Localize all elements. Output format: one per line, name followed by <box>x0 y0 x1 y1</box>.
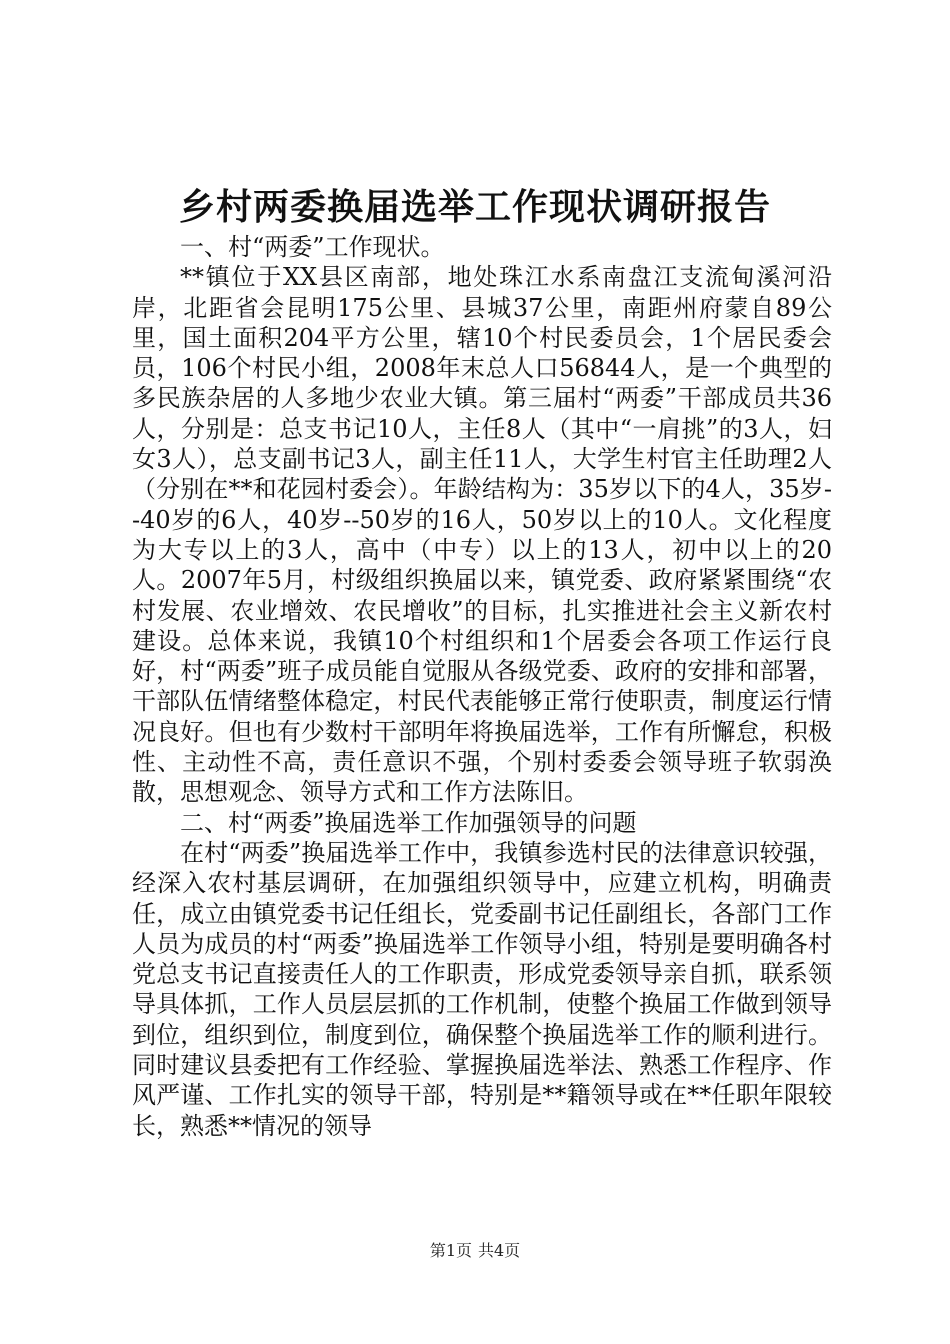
section-heading-2: 二、村“两委”换届选举工作加强领导的问题 <box>180 808 637 837</box>
page-number: 第1页 <box>429 1241 472 1260</box>
document-title: 乡村两委换届选举工作现状调研报告 <box>178 186 771 228</box>
document-body <box>132 232 832 1141</box>
page-total: 共4页 <box>478 1241 521 1260</box>
paragraph-2: 在村“两委”换届选举工作中，我镇参选村民的法律意识较强，经深入农村基层调研，在加强组织领导中，应建立机构，明确责任，成立由镇党委书记任组长，党委副书记任副组长，各部门工作人员为成员的村“两委”换届选举工作领导小组，特别是要明确各村党总支书记直接责任人的工作职责，形成党委领导亲自抓，联系领导具体抓，工作人员层层抓的工作机制，使整个换届工作做到领导到位，组织到位，制度到位，确保整个换届选举工作的顺利进行。同时建议县委把有工作经验、掌握换届选举法、熟悉工作程序、作风严谨、工作扎实的领导干部，特别是**籍领导或在**任职年限较长，熟悉**情况的领导 <box>132 838 832 1140</box>
paragraph-1: **镇位于XX县区南部，地处珠江水系南盘江支流甸溪河沿岸，北距省会昆明175公里、县城37公里，南距州府蒙自89公里，国土面积204平方公里，辖10个村民委员会，1个居民委会员，106个村民小组，2008年末总人口56844人，是一个典型的多民族杂居的人多地少农业大镇。第三届村“两委”干部成员共36人，分别是：总支书记10人，主任8人（其中“一肩挑”的3人，妇女3人），总支副书记3人，副主任11人，大学生村官主任助理2人（分别在**和花园村委会）。年龄结构为：35岁以下的4人，35岁--40岁的6人，40岁--50岁的16人，50岁以上的10人。文化程度为大专以上的3人，高中（中专）以上的13人，初中以上的20人。2007年5月，村级组织换届以来，镇党委、政府紧紧围绕“农村发展、农业增效、农民增收”的目标，扎实推进社会主义新农村建设。总体来说，我镇10个村组织和1个居委会各项工作运行良好，村“两委”班子成员能自觉服从各级党委、政府的安排和部署，干部队伍情绪整体稳定，村民代表能够正常行使职责，制度运行情况良好。但也有少数村干部明年将换届选举，工作有所懈怠，积极性、主动性不高，责任意识不强，个别村委委会领导班子软弱涣散，思想观念、领导方式和工作方法陈旧。 <box>132 263 832 807</box>
section-heading-1: 一、村“两委”工作现状。 <box>180 233 445 261</box>
page-footer <box>0 1240 950 1262</box>
